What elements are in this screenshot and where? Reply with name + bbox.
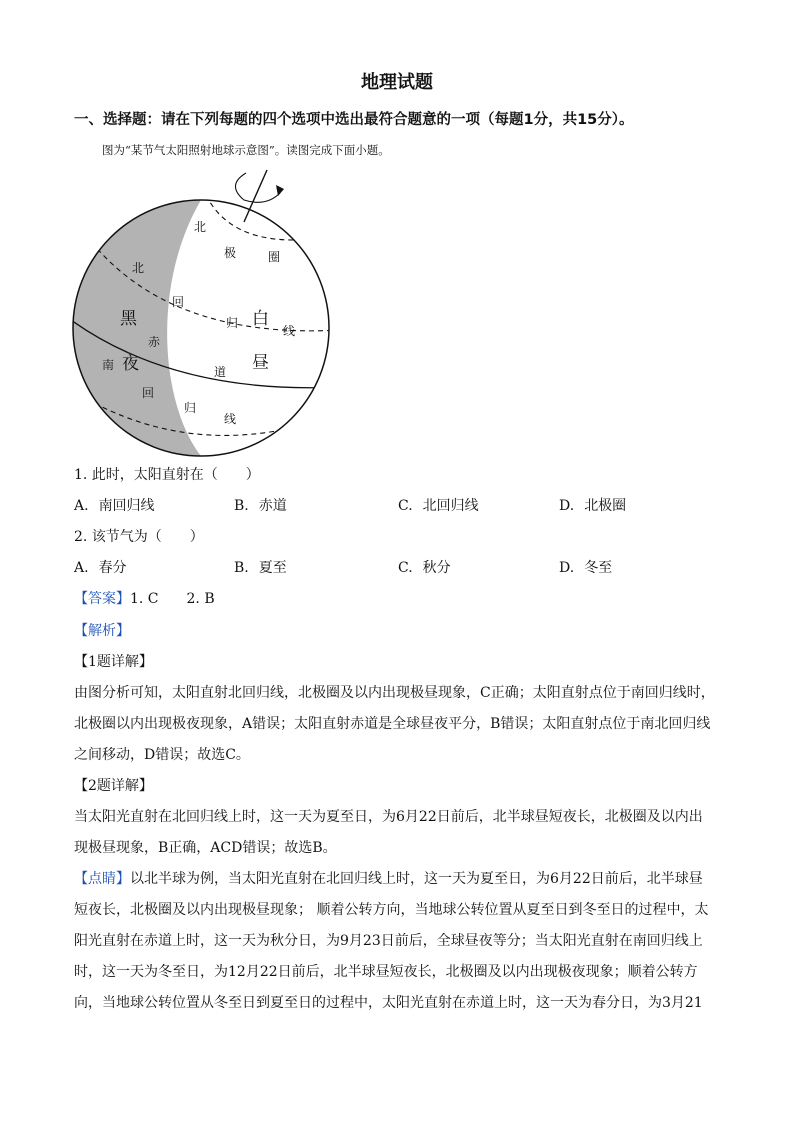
tips-first-line: 以北半球为例，当太阳光直射在北回归线上时，这一天为夏至日，为6月22日前后，北半球昼 bbox=[130, 871, 703, 887]
tips-line-5: 向，当地球公转位置从冬至日到夏至日的过程中，太阳光直射在赤道上时，这一天为春分日，为3月21 bbox=[74, 995, 703, 1011]
detail-2-line-1: 当太阳光直射在北回归线上时，这一天为夏至日，为6月22日前后，北半球昼短夜长，北极圈及以内出 bbox=[74, 809, 703, 825]
detail-1-label: 【1题详解】 bbox=[74, 654, 153, 670]
option-letter: C. bbox=[398, 560, 413, 576]
label-day-2: 昼 bbox=[252, 353, 269, 373]
tips-line-4: 时，这一天为冬至日，为12月22日前后，北半球昼短夜长，北极圈及以内出现极夜现象；顺着公转方 bbox=[74, 964, 698, 980]
question-2-option-c[interactable] bbox=[398, 557, 451, 577]
option-text: 南回归线 bbox=[98, 498, 155, 514]
detail-1-line-1: 由图分析可知，太阳直射北回归线，北极圈及以内出现极昼现象，C正确；太阳直射点位于南回归线时， bbox=[74, 685, 715, 701]
tips-row bbox=[74, 868, 703, 888]
label-night-1: 黑 bbox=[120, 309, 137, 329]
label-cancer-3: 归 bbox=[226, 316, 239, 330]
label-capricorn-3: 归 bbox=[184, 401, 197, 415]
rotation-arrowhead bbox=[276, 185, 284, 196]
question-1-stem: 1. 此时，太阳直射在（ ） bbox=[74, 467, 260, 483]
label-equator-1: 赤 bbox=[148, 335, 161, 349]
label-night-2: 夜 bbox=[122, 354, 139, 374]
question-2-stem: 2. 该节气为（ ） bbox=[74, 529, 204, 545]
label-day-1: 白 bbox=[252, 309, 269, 329]
option-text: 秋分 bbox=[422, 560, 451, 576]
option-letter: C. bbox=[398, 498, 413, 514]
question-1-option-c[interactable] bbox=[398, 495, 479, 515]
option-text: 北回归线 bbox=[422, 498, 479, 514]
label-arctic-1: 北 bbox=[194, 220, 207, 234]
question-1-option-d[interactable] bbox=[559, 495, 626, 515]
option-letter: A. bbox=[74, 498, 89, 514]
label-capricorn-2: 回 bbox=[142, 386, 155, 400]
diagram-svg bbox=[66, 165, 336, 460]
option-letter: B. bbox=[234, 498, 249, 514]
tips-line-3: 阳光直射在赤道上时，这一天为秋分日，为9月23日前后，全球昼夜等分；当太阳光直射在南回归线上 bbox=[74, 933, 703, 949]
detail-1-line-2: 北极圈以内出现极夜现象，A错误；太阳直射赤道是全球昼夜平分，B错误；太阳直射点位于南北回归线 bbox=[74, 716, 711, 732]
question-1-option-b[interactable] bbox=[234, 495, 287, 515]
label-capricorn-1: 南 bbox=[102, 358, 115, 372]
night-region bbox=[73, 200, 201, 456]
option-letter: D. bbox=[559, 560, 575, 576]
answer-row bbox=[74, 588, 215, 608]
rotation-arrow bbox=[235, 173, 280, 202]
answer-text: 1. C 2. B bbox=[130, 591, 215, 607]
earth-axis bbox=[244, 170, 267, 222]
option-letter: A. bbox=[74, 560, 89, 576]
earth-illumination-diagram bbox=[66, 165, 336, 464]
detail-2-label: 【2题详解】 bbox=[74, 778, 153, 794]
analysis-label: 【解析】 bbox=[74, 623, 130, 639]
page-title: 地理试题 bbox=[361, 72, 433, 93]
label-cancer-2: 回 bbox=[172, 295, 185, 309]
section-heading: 一、选择题：请在下列每题的四个选项中选出最符合题意的一项（每题1分，共15分）。 bbox=[74, 112, 634, 128]
label-arctic-3: 圈 bbox=[268, 250, 281, 264]
option-text: 冬至 bbox=[584, 560, 613, 576]
figure-intro: 图为“某节气太阳照射地球示意图”。读图完成下面小题。 bbox=[102, 143, 390, 157]
option-text: 夏至 bbox=[258, 560, 287, 576]
question-2-option-a[interactable] bbox=[74, 557, 127, 577]
option-text: 北极圈 bbox=[584, 498, 627, 514]
option-letter: D. bbox=[559, 498, 575, 514]
label-capricorn-4: 线 bbox=[224, 412, 237, 426]
option-text: 赤道 bbox=[258, 498, 287, 514]
option-text: 春分 bbox=[98, 560, 127, 576]
label-equator-2: 道 bbox=[214, 365, 227, 379]
detail-2-line-2: 现极昼现象，B正确，ACD错误；故选B。 bbox=[74, 840, 337, 856]
question-2-option-b[interactable] bbox=[234, 557, 287, 577]
label-cancer-4: 线 bbox=[283, 324, 296, 338]
detail-1-line-3: 之间移动，D错误；故选C。 bbox=[74, 747, 250, 763]
answer-label: 【答案】 bbox=[74, 591, 130, 607]
tips-line-2: 短夜长，北极圈及以内出现极昼现象； 顺着公转方向，当地球公转位置从夏至日到冬至日的过程中，太 bbox=[74, 902, 709, 918]
question-2-option-d[interactable] bbox=[559, 557, 612, 577]
question-1-option-a[interactable] bbox=[74, 495, 155, 515]
label-arctic-2: 极 bbox=[224, 246, 237, 260]
label-cancer-1: 北 bbox=[132, 261, 145, 275]
option-letter: B. bbox=[234, 560, 249, 576]
tips-label: 【点睛】 bbox=[74, 871, 130, 887]
